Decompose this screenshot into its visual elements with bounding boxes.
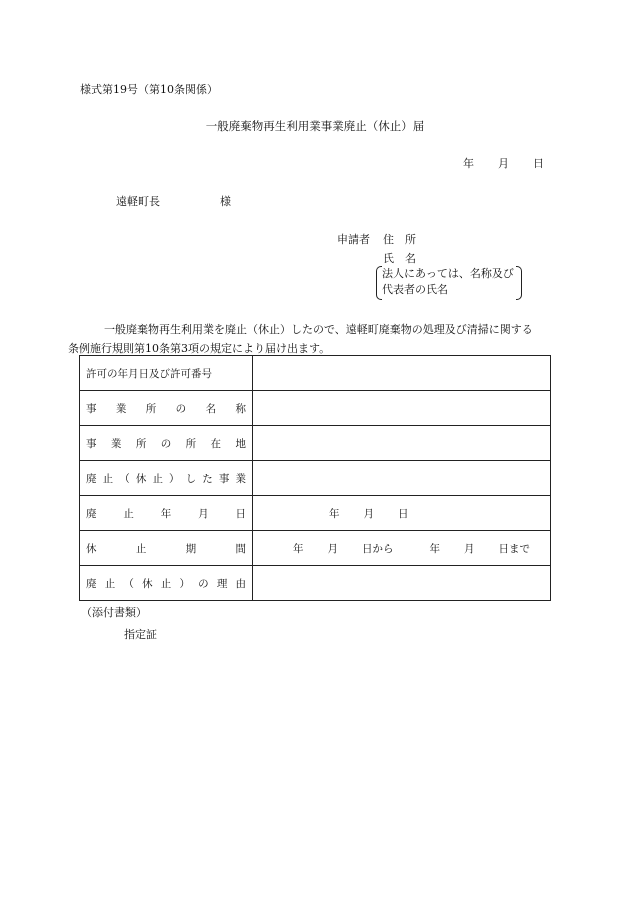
date-month: 月 [498, 157, 509, 170]
suspend-period-field[interactable] [253, 531, 551, 566]
period-end-day: 日まで [498, 542, 530, 555]
notification-table [79, 355, 551, 601]
form-id: 様式第19号（第10条関係） [80, 83, 218, 96]
date-year: 年 [463, 157, 474, 170]
row-label-permit: 許可の年月日及び許可番号 [80, 356, 253, 391]
applicant-name-label: 氏 名 [383, 252, 416, 265]
abolish-month: 月 [363, 507, 374, 520]
attachments-label: （添付書類） [81, 606, 147, 619]
office-name-field[interactable] [253, 391, 551, 426]
applicant-label: 申請者 [337, 233, 370, 246]
reason-field[interactable] [253, 566, 551, 601]
corporate-note [376, 266, 522, 298]
table-row [80, 496, 551, 531]
row-label-suspend-period: 休 止 期 間 [86, 542, 246, 555]
period-start-day: 日から [362, 542, 394, 555]
addressee [116, 193, 231, 209]
document-title: 一般廃棄物再生利用業事業廃止（休止）届 [205, 119, 425, 133]
right-brace [516, 266, 522, 300]
period-start-year: 年 [293, 542, 304, 555]
period-end-month: 月 [464, 542, 475, 555]
table-row [80, 531, 551, 566]
row-label-reason: 廃 止 （ 休 止 ） の 理 由 [86, 577, 246, 590]
notification-line1: 一般廃棄物再生利用業を廃止（休止）したので、遠軽町廃棄物の処理及び清掃に関する [104, 323, 533, 336]
addressee-honorific: 様 [220, 195, 231, 208]
left-brace [376, 266, 382, 300]
submission-date [439, 155, 544, 171]
applicant-address-label: 住 所 [383, 233, 416, 246]
table-row [80, 391, 551, 426]
corporate-note-line2: 代表者の氏名 [382, 283, 448, 296]
office-location-field[interactable] [253, 426, 551, 461]
table-row [80, 566, 551, 601]
notification-line2: 条例施行規則第10条第3項の規定により届け出ます。 [68, 342, 331, 355]
date-day: 日 [533, 157, 544, 170]
attachment-item: 指定証 [124, 628, 157, 641]
row-label-business: 廃 止 （ 休 止 ） し た 事 業 [86, 472, 246, 485]
business-field[interactable] [253, 461, 551, 496]
row-label-abolish-date: 廃 止 年 月 日 [86, 507, 246, 520]
period-end-year: 年 [429, 542, 440, 555]
addressee-name: 遠軽町長 [116, 195, 160, 208]
table-row [80, 426, 551, 461]
abolish-year: 年 [329, 507, 340, 520]
row-label-office-location: 事 業 所 の 所 在 地 [86, 437, 246, 450]
period-start-month: 月 [327, 542, 338, 555]
row-label-office-name: 事 業 所 の 名 称 [86, 402, 246, 415]
permit-value-field[interactable] [253, 356, 551, 391]
corporate-note-line1: 法人にあっては、名称及び [382, 267, 514, 280]
abolish-day: 日 [398, 507, 409, 520]
abolish-date-field[interactable] [253, 496, 551, 531]
table-row [80, 356, 551, 391]
notification-text [68, 320, 533, 358]
table-row [80, 461, 551, 496]
